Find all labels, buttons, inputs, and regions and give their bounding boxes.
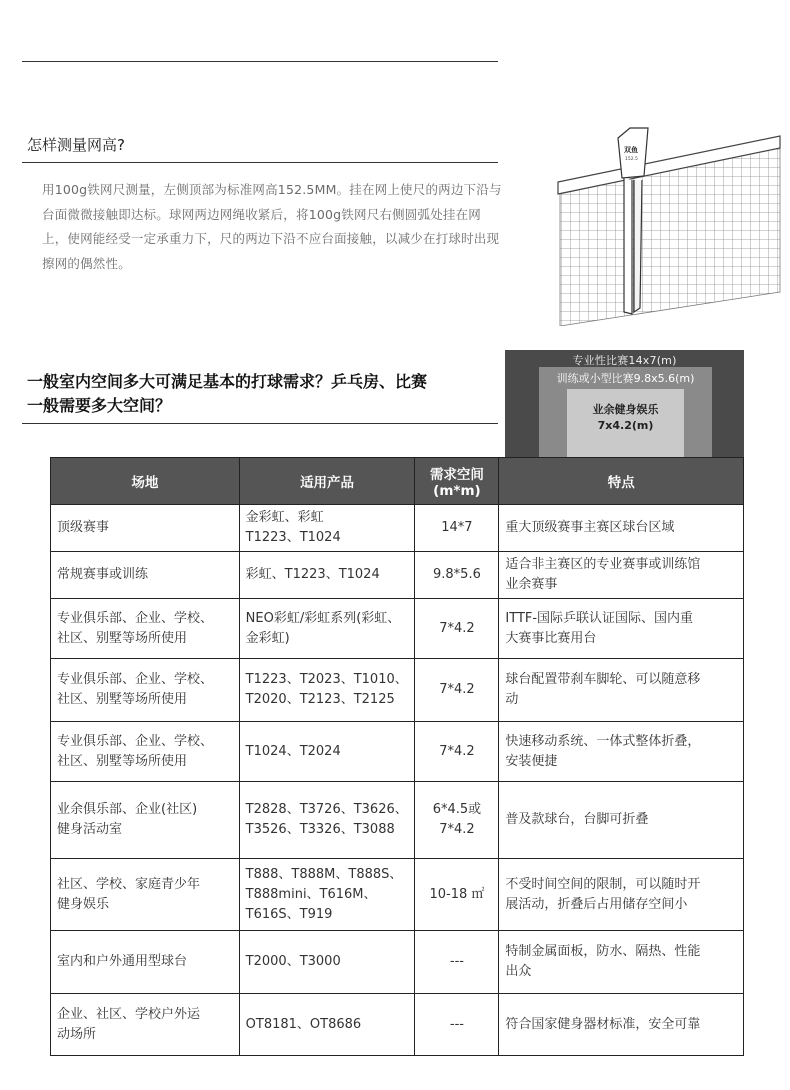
features-cell-line: 重大顶级赛事主赛区球台区域 — [505, 520, 675, 535]
products-cell-line: T1223、T1024 — [245, 530, 341, 545]
venue-cell-line: 动场所 — [57, 1026, 97, 1042]
space-cell — [415, 994, 499, 1056]
products-cell-line: T1223、T2023、T1010、 — [245, 672, 408, 687]
features-cell — [499, 782, 744, 859]
products-cell-line: T888mini、T616M、 — [245, 886, 377, 902]
products-cell-line: NEO彩虹/彩虹系列(彩虹、 — [245, 610, 401, 626]
venue-space-table — [50, 457, 744, 1056]
space-cell-line: 6*4.5或 — [432, 802, 482, 817]
space-cell-line: 10-18 ㎡ — [429, 886, 485, 902]
space-cell-line: 7*4.2 — [439, 682, 475, 697]
products-cell — [239, 782, 415, 859]
svg-text:152.5: 152.5 — [625, 157, 638, 162]
features-cell-line: 符合国家健身器材标准，安全可靠 — [505, 1016, 701, 1032]
venue-cell-line: 社区、别墅等场所使用 — [57, 692, 188, 707]
venue-cell — [51, 994, 240, 1056]
training-space-area — [539, 367, 712, 458]
table-row — [51, 931, 744, 994]
venue-cell-line: 健身娱乐 — [57, 896, 110, 912]
features-cell-line: 安装便捷 — [505, 753, 558, 769]
space-size-diagram — [505, 350, 744, 458]
features-cell-line: 业余赛事 — [505, 577, 558, 592]
venue-cell-line: 社区、学校、家庭青少年 — [57, 876, 201, 892]
header-venue: 场地 — [51, 458, 240, 505]
space-cell — [415, 722, 499, 782]
products-cell-line: 金彩虹) — [245, 630, 290, 646]
venue-cell-line: 室内和户外通用型球台 — [57, 954, 188, 969]
venue-cell-line: 专业俱乐部、企业、学校、 — [57, 672, 214, 687]
net-height-paragraph: 用100g铁网尺测量，左侧顶部为标准网高152.5MM。挂在网上使尺的两边下沿与台面微微接触即达标。球网两边网绳收紧后，将100g铁网尺右侧圆弧处挂在网上，使网能经受一定承重力下，尺的两边下沿不应台面接触，以减少在打球时出现擦网的偶然性。 — [42, 182, 502, 271]
venue-cell — [51, 599, 240, 659]
table-header-row — [51, 458, 744, 505]
amateur-space-label: 业余健身娱乐 7x4.2(m) — [592, 403, 659, 432]
space-question-line-1: 一般室内空间多大可满足基本的打球需求？乒乓房、比赛 — [27, 372, 428, 391]
features-cell — [499, 659, 744, 722]
venue-cell-line: 专业俱乐部、企业、学校、 — [57, 733, 214, 749]
products-cell — [239, 994, 415, 1056]
features-cell-line: 动 — [505, 692, 519, 707]
features-cell-line: 快速移动系统、一体式整体折叠， — [505, 733, 701, 749]
venue-cell — [51, 552, 240, 599]
products-cell-line: T1024、T2024 — [245, 743, 341, 759]
table-row — [51, 552, 744, 599]
net-height-heading: 怎样测量网高? — [27, 136, 125, 154]
venue-cell-line: 社区、别墅等场所使用 — [57, 630, 188, 646]
venue-cell-line: 健身活动室 — [57, 822, 123, 837]
venue-cell — [51, 931, 240, 994]
features-cell — [499, 722, 744, 782]
features-cell — [499, 505, 744, 552]
space-cell-line: --- — [449, 1016, 464, 1032]
products-cell-line: 彩虹、T1223、T1024 — [245, 567, 380, 582]
features-cell — [499, 859, 744, 931]
space-cell-line: 9.8*5.6 — [433, 567, 481, 582]
products-cell-line: T888、T888M、T888S、 — [245, 866, 403, 882]
venue-cell — [51, 659, 240, 722]
table-row — [51, 659, 744, 722]
features-cell-line: 大赛事比赛用台 — [505, 630, 597, 646]
products-cell — [239, 859, 415, 931]
space-cell — [415, 859, 499, 931]
table-row — [51, 722, 744, 782]
space-cell — [415, 552, 499, 599]
products-cell-line: 金彩虹、彩虹 — [245, 510, 324, 525]
venue-cell — [51, 859, 240, 931]
features-cell-line: 普及款球台，台脚可折叠 — [505, 812, 649, 827]
table-row — [51, 782, 744, 859]
space-cell-line: 7*4.2 — [439, 822, 475, 837]
venue-cell — [51, 505, 240, 552]
features-cell — [499, 599, 744, 659]
space-cell — [415, 782, 499, 859]
products-cell-line: T2828、T3726、T3626、 — [245, 802, 408, 817]
venue-cell-line: 专业俱乐部、企业、学校、 — [57, 610, 214, 626]
products-cell — [239, 599, 415, 659]
space-cell — [415, 505, 499, 552]
space-cell-line: --- — [449, 954, 464, 969]
features-cell-line: 不受时间空间的限制，可以随时开 — [505, 876, 701, 892]
net-gauge-illustration — [552, 122, 782, 326]
features-cell-line: ITTF-国际乒联认证国际、国内重 — [505, 610, 694, 626]
professional-space-label: 专业性比赛14x7(m) — [572, 354, 677, 367]
space-cell — [415, 659, 499, 722]
features-cell-line: 特制金属面板，防水、隔热、性能 — [505, 944, 701, 959]
net-height-divider — [22, 162, 498, 163]
features-cell — [499, 994, 744, 1056]
features-cell — [499, 552, 744, 599]
features-cell-line: 球台配置带刹车脚轮、可以随意移 — [505, 672, 701, 687]
venue-cell-line: 业余俱乐部、企业(社区) — [57, 802, 198, 817]
products-cell-line: T3526、T3326、T3088 — [245, 822, 395, 837]
features-cell — [499, 931, 744, 994]
space-question-heading — [27, 370, 502, 418]
features-cell-line: 适合非主赛区的专业赛事或训练馆 — [505, 557, 701, 572]
products-cell — [239, 505, 415, 552]
products-cell-line: T616S、T919 — [245, 906, 333, 922]
table-row — [51, 994, 744, 1056]
venue-cell-line: 企业、社区、学校户外运 — [57, 1006, 201, 1022]
space-cell — [415, 931, 499, 994]
space-cell-line: 14*7 — [441, 520, 473, 535]
header-products: 适用产品 — [239, 458, 415, 505]
venue-cell-line: 常规赛事或训练 — [57, 567, 149, 582]
table-row — [51, 859, 744, 931]
table-row — [51, 599, 744, 659]
venue-cell-line: 顶级赛事 — [57, 520, 110, 535]
venue-cell-line: 社区、别墅等场所使用 — [57, 753, 188, 769]
features-cell-line: 展活动，折叠后占用储存空间小 — [505, 896, 688, 912]
top-divider — [22, 61, 498, 62]
amateur-space-area — [567, 389, 684, 458]
svg-text:双鱼: 双鱼 — [624, 146, 638, 154]
space-question-divider — [22, 423, 498, 424]
products-cell-line: T2000、T3000 — [245, 954, 341, 969]
space-cell-line: 7*4.2 — [439, 743, 475, 759]
header-features: 特点 — [499, 458, 744, 505]
space-cell-line: 7*4.2 — [439, 620, 475, 636]
space-question-line-2: 一般需要多大空间？ — [27, 396, 172, 415]
space-cell — [415, 599, 499, 659]
products-cell — [239, 659, 415, 722]
products-cell — [239, 931, 415, 994]
table-row — [51, 505, 744, 552]
products-cell — [239, 552, 415, 599]
venue-cell — [51, 722, 240, 782]
products-cell-line: OT8181、OT8686 — [245, 1016, 362, 1032]
header-space: 需求空间 (m*m) — [415, 458, 499, 505]
products-cell — [239, 722, 415, 782]
venue-cell — [51, 782, 240, 859]
products-cell-line: T2020、T2123、T2125 — [245, 692, 395, 707]
training-space-label: 训练或小型比赛9.8x5.6(m) — [556, 372, 695, 385]
features-cell-line: 出众 — [505, 964, 532, 979]
